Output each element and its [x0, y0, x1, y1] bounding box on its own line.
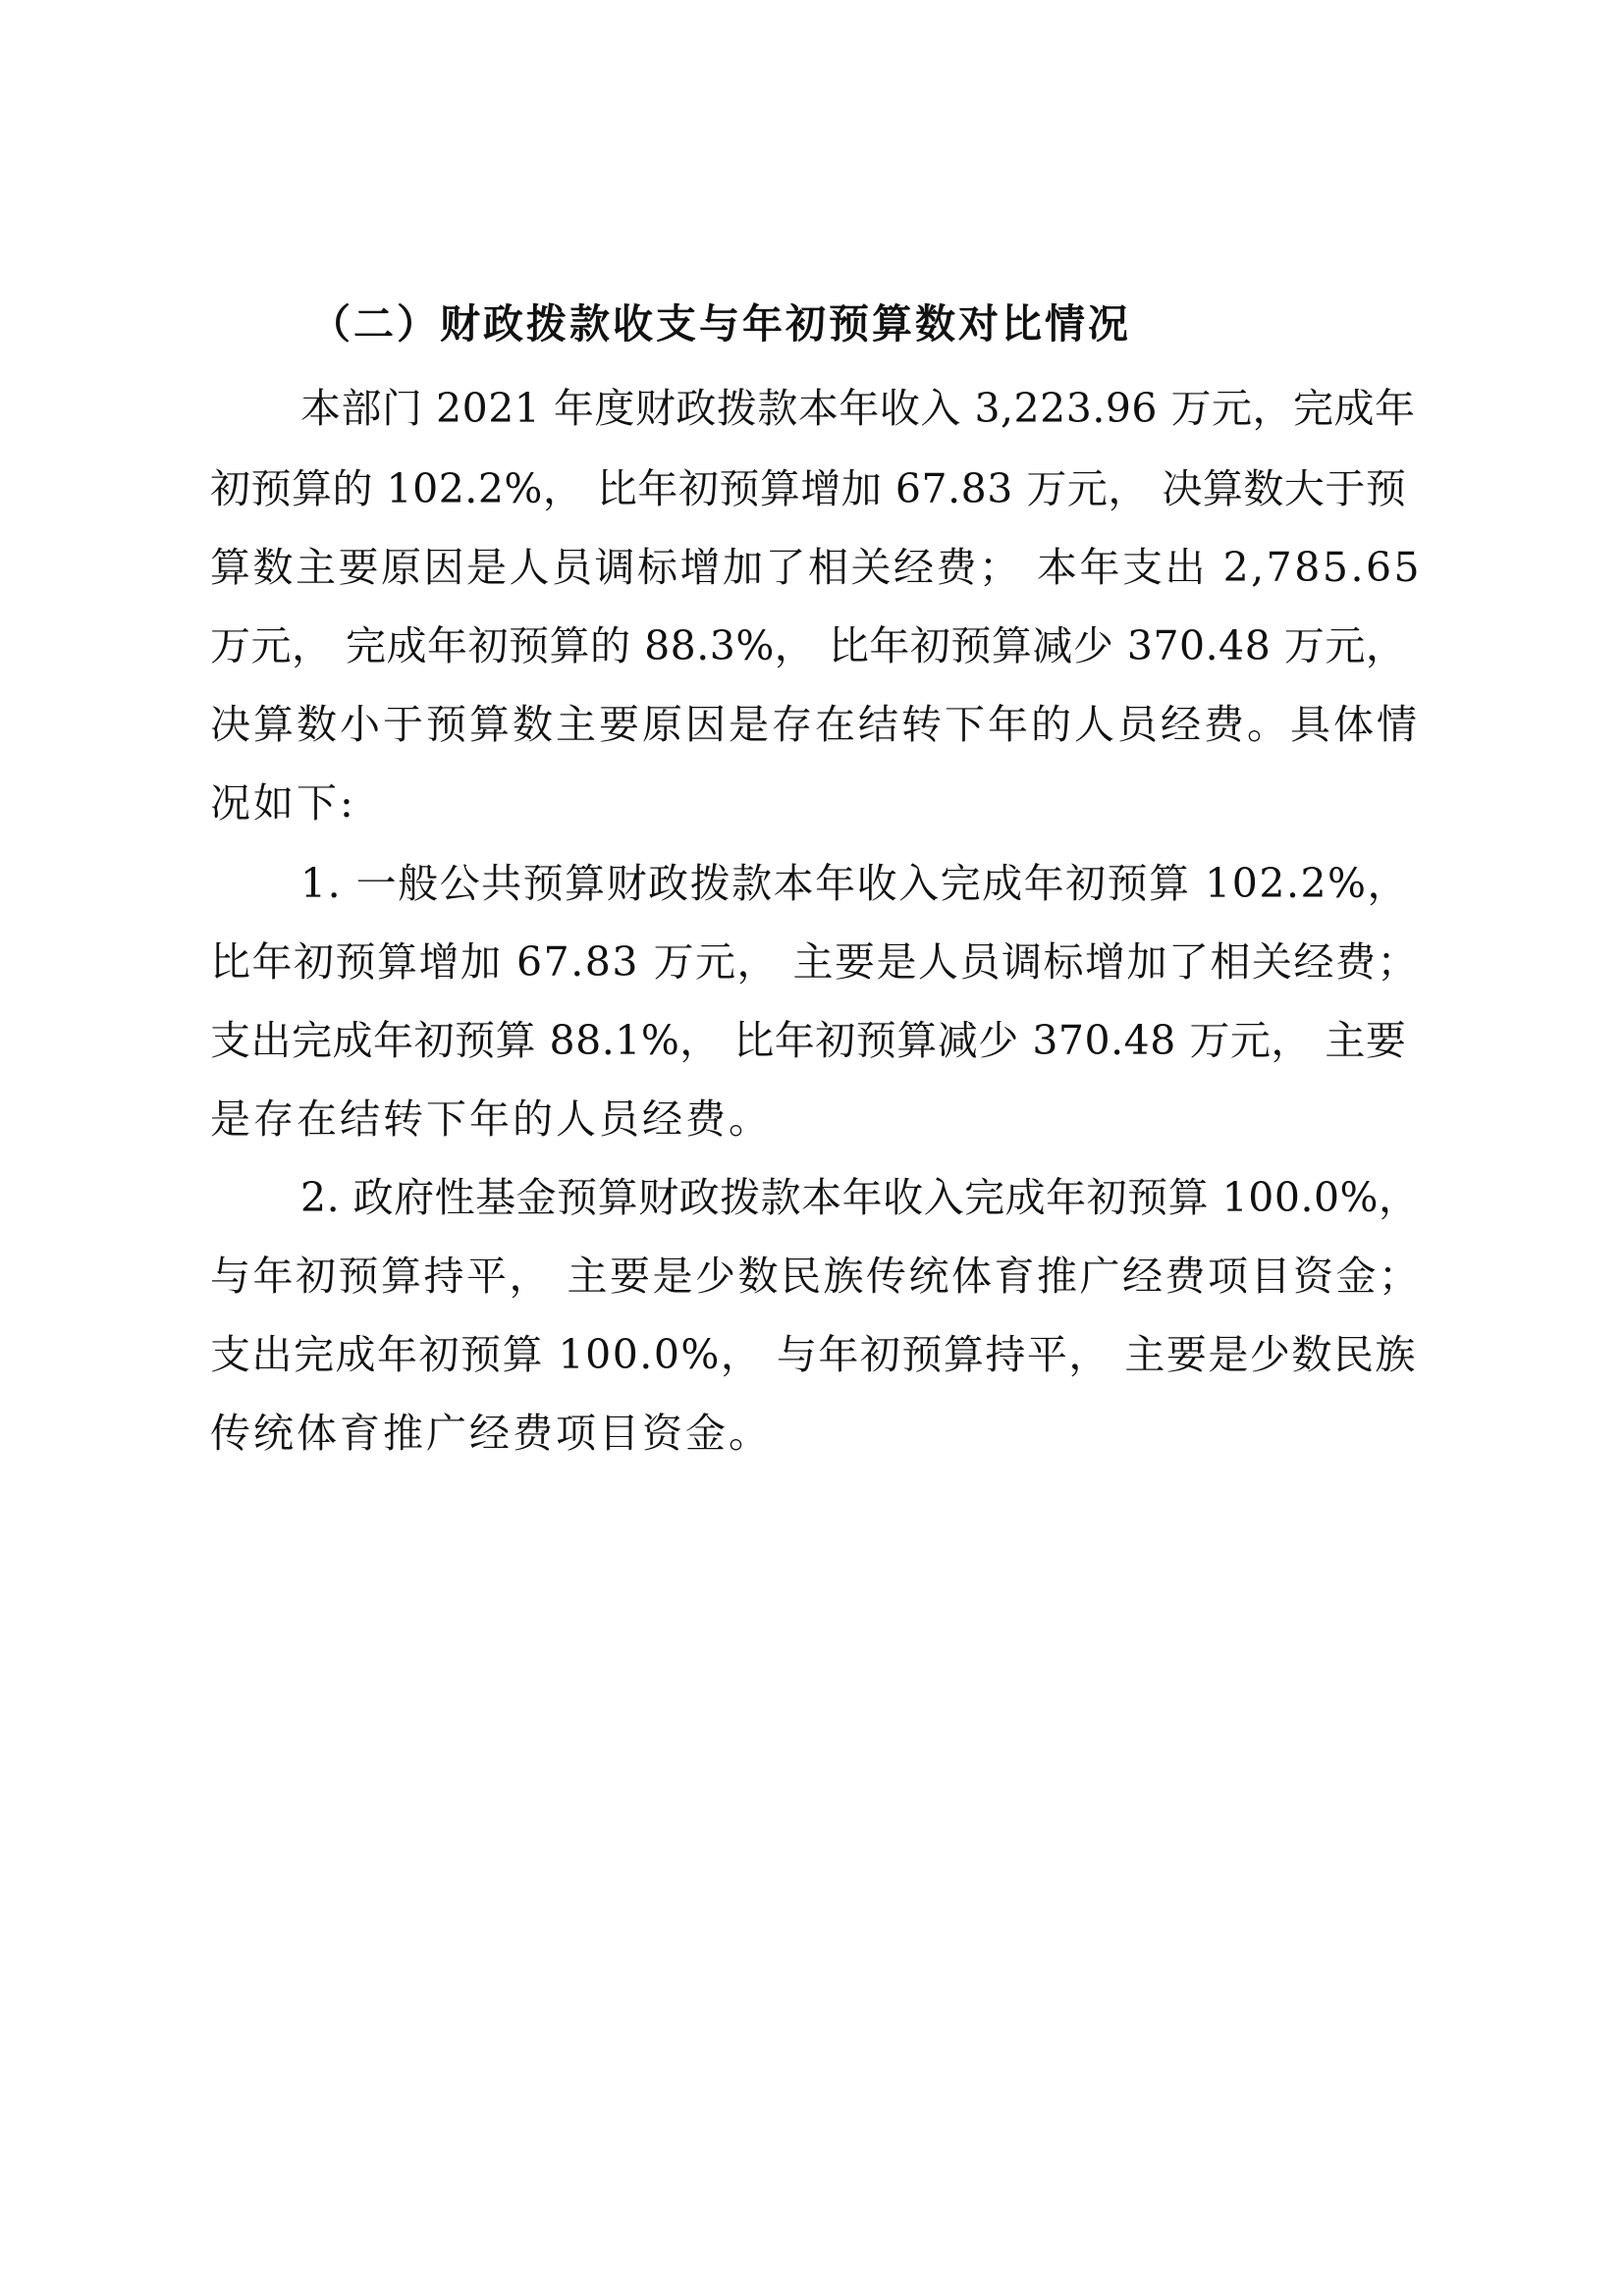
paragraph-line: 本部门 2021 年度财政拨款本年收入 3,223.96 万元，完成年 — [300, 385, 1416, 432]
section-heading: （二）财政拨款收支与年初预算数对比情况 — [310, 300, 1131, 347]
paragraph-line: 决算数小于预算数主要原因是存在结转下年的人员经费。具体情 — [210, 701, 1420, 748]
list-item-line: 2. 政府性基金预算财政拨款本年收入完成年初预算 100.0%， — [300, 1174, 1420, 1221]
paragraph-line: 万元， 完成年初预算的 88.3%， 比年初预算减少 370.48 万元， — [210, 622, 1407, 669]
list-item-line: 支出完成年初预算 100.0%， 与年初预算持平， 主要是少数民族 — [210, 1331, 1417, 1378]
list-item-line: 支出完成年初预算 88.1%， 比年初预算减少 370.48 万元， 主要 — [210, 1017, 1407, 1064]
paragraph-line: 况如下: — [210, 779, 356, 827]
list-item-line: 传统体育推广经费项目资金。 — [210, 1410, 772, 1457]
list-item-line: 比年初预算增加 67.83 万元， 主要是人员调标增加了相关经费； — [210, 938, 1419, 986]
paragraph-line: 初预算的 102.2%， 比年初预算增加 67.83 万元， 决算数大于预 — [210, 465, 1407, 512]
list-item-line: 与年初预算持平， 主要是少数民族传统体育推广经费项目资金； — [210, 1253, 1422, 1300]
paragraph-line: 算数主要原因是人员调标增加了相关经费； 本年支出 2,785.65 — [210, 544, 1423, 591]
list-item-line: 是存在结转下年的人员经费。 — [210, 1095, 772, 1143]
list-item-line: 1. 一般公共预算财政拨款本年收入完成年初预算 102.2%， — [300, 860, 1410, 907]
